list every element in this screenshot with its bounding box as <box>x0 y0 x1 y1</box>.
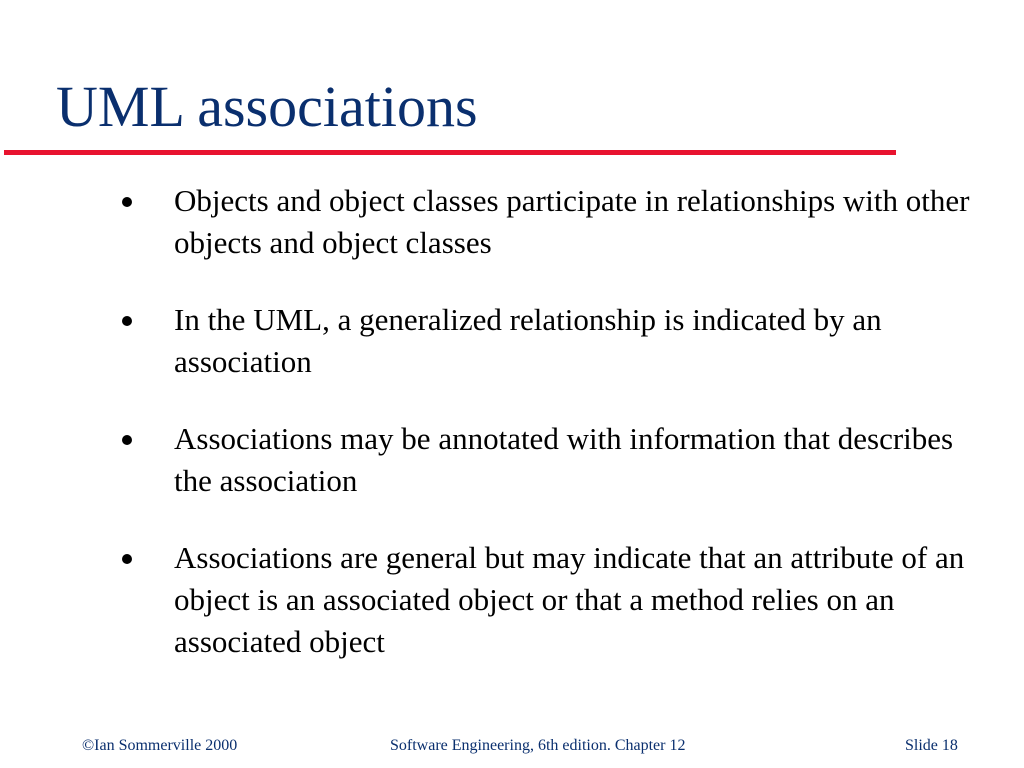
bullet-list <box>118 180 998 663</box>
bullet-item <box>118 418 998 502</box>
bullet-item <box>118 537 998 663</box>
bullet-dot-icon <box>122 316 132 326</box>
bullet-dot-icon <box>122 435 132 445</box>
slide-title: UML associations <box>56 74 478 139</box>
bullet-text: Associations are general but may indicate that an attribute of an object is an associated object or that a method relies on an associated object <box>174 540 965 659</box>
bullet-text: Objects and object classes participate in relationships with other objects and object classes <box>174 183 970 260</box>
bullet-text: Associations may be annotated with information that describes the association <box>174 421 954 498</box>
title-underline <box>4 150 896 155</box>
bullet-dot-icon <box>122 554 132 564</box>
footer-slide-number: Slide 18 <box>905 737 958 754</box>
footer-copyright: ©Ian Sommerville 2000 <box>82 737 238 754</box>
footer-book-title: Software Engineering, 6th edition. Chapter 12 <box>390 737 686 754</box>
bullet-dot-icon <box>122 197 132 207</box>
bullet-text: In the UML, a generalized relationship is indicated by an association <box>174 302 882 379</box>
bullet-item <box>118 180 998 264</box>
bullet-item <box>118 299 998 383</box>
